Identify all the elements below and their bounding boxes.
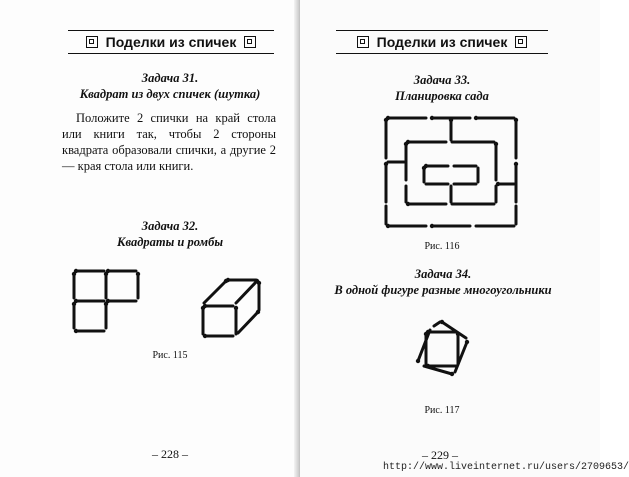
left-page [0, 0, 300, 477]
figure-117-caption: Рис. 117 [424, 405, 460, 416]
task-34-heading [330, 266, 556, 298]
watermark-url: http://www.liveinternet.ru/users/2709653/ [383, 462, 629, 473]
left-running-header [68, 30, 274, 54]
page-number-left: – 228 – [152, 447, 188, 461]
task-31-heading [62, 70, 278, 102]
figure-116-garden-plan [300, 100, 600, 240]
running-title: Поделки из спичек [376, 34, 508, 50]
figure-115-caption: Рис. 115 [152, 350, 188, 361]
greek-key-ornament-icon [86, 36, 98, 48]
running-title: Поделки из спичек [105, 34, 237, 50]
task-31-subtitle: Квадрат из двух спичек (шутка) [79, 87, 261, 101]
figure-117-overlapping-squares [300, 318, 600, 398]
header-rule-top [336, 30, 548, 31]
task-32-heading [62, 218, 278, 250]
header-rule-top [68, 30, 274, 31]
task-32-subtitle: Квадраты и ромбы [116, 235, 224, 249]
header-rule-bottom [68, 53, 274, 54]
greek-key-ornament-icon [357, 36, 369, 48]
task-34-subtitle: В одной фигуре разные многоугольники [334, 283, 552, 297]
page-number-right: – 229 – [422, 448, 458, 462]
greek-key-ornament-icon [244, 36, 256, 48]
header-rule-bottom [336, 53, 548, 54]
task-31-number: Задача 31. [141, 71, 199, 85]
task-32-number: Задача 32. [141, 219, 199, 233]
right-running-header [336, 30, 548, 54]
task-34-number: Задача 34. [414, 267, 472, 281]
task-31-text: Положите 2 спички на край стола или книги так, чтобы 2 стороны квадрата образовали спички, а другие 2 — края стола или книги. [62, 111, 276, 173]
task-33-number: Задача 33. [413, 73, 471, 87]
greek-key-ornament-icon [515, 36, 527, 48]
task-33-subtitle: Планировка сада [395, 89, 489, 103]
figure-116-caption: Рис. 116 [424, 241, 460, 252]
right-page [300, 0, 629, 477]
